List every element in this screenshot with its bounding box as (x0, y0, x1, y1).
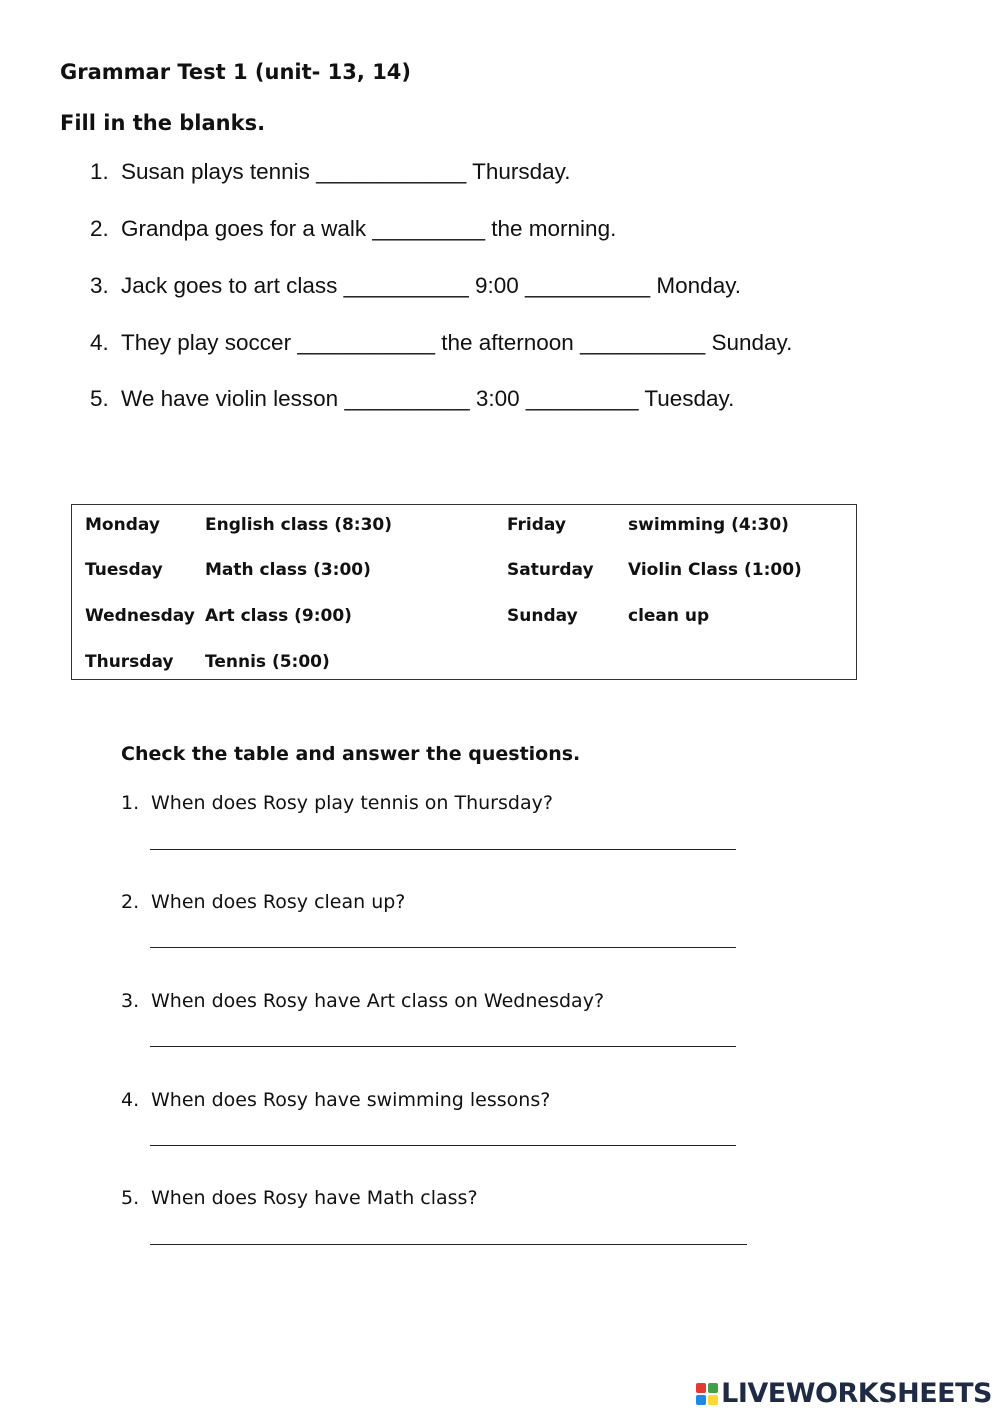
question-number: 2. (121, 891, 140, 913)
item-number: 2. (90, 216, 109, 241)
item-number: 5. (90, 386, 109, 411)
schedule-activity: Math class (3:00) (205, 560, 371, 580)
question-number: 5. (121, 1187, 140, 1209)
liveworksheets-logo (696, 1378, 992, 1409)
item-number: 4. (90, 330, 109, 355)
question-number: 4. (121, 1089, 140, 1111)
questions-instruction: Check the table and answer the questions. (121, 743, 581, 765)
schedule-table (71, 504, 857, 680)
logo-mark-square (696, 1383, 706, 1393)
answer-line-5[interactable] (150, 1244, 747, 1245)
item-text: Grandpa goes for a walk _________ the morning. (121, 216, 617, 241)
answer-line-4[interactable] (150, 1145, 736, 1146)
answer-line-2[interactable] (150, 947, 736, 948)
fill-in-instruction: Fill in the blanks. (60, 111, 266, 135)
question-4 (121, 1089, 550, 1111)
schedule-day: Thursday (85, 652, 174, 672)
item-number: 1. (90, 159, 109, 184)
schedule-day: Monday (85, 515, 160, 535)
question-text: When does Rosy clean up? (151, 891, 406, 913)
schedule-day: Wednesday (85, 606, 195, 626)
answer-line-3[interactable] (150, 1046, 736, 1047)
question-text: When does Rosy play tennis on Thursday? (151, 792, 553, 814)
question-1 (121, 792, 553, 814)
item-number: 3. (90, 273, 109, 298)
fill-in-item-2 (90, 216, 616, 242)
question-3 (121, 990, 604, 1012)
logo-mark-square (708, 1395, 718, 1405)
schedule-activity: clean up (628, 606, 710, 626)
schedule-day: Friday (507, 515, 566, 535)
schedule-day: Sunday (507, 606, 578, 626)
schedule-activity: Violin Class (1:00) (628, 560, 802, 580)
schedule-activity: English class (8:30) (205, 515, 393, 535)
schedule-activity: swimming (4:30) (628, 515, 789, 535)
item-text: We have violin lesson __________ 3:00 _________ Tuesday. (121, 386, 735, 411)
question-5 (121, 1187, 478, 1209)
schedule-day: Tuesday (85, 560, 163, 580)
schedule-activity: Art class (9:00) (205, 606, 352, 626)
item-text: Susan plays tennis ____________ Thursday. (121, 159, 571, 184)
item-text: They play soccer ___________ the afternoon __________ Sunday. (121, 330, 793, 355)
schedule-day: Saturday (507, 560, 594, 580)
logo-mark-square (708, 1383, 718, 1393)
item-text: Jack goes to art class __________ 9:00 __________ Monday. (121, 273, 742, 298)
schedule-activity: Tennis (5:00) (205, 652, 330, 672)
question-number: 1. (121, 792, 140, 814)
logo-mark-square (696, 1395, 706, 1405)
page-title: Grammar Test 1 (unit- 13, 14) (60, 60, 412, 84)
fill-in-item-1 (90, 159, 571, 185)
question-text: When does Rosy have swimming lessons? (151, 1089, 551, 1111)
fill-in-item-5 (90, 386, 734, 412)
answer-line-1[interactable] (150, 849, 736, 850)
logo-mark-icon (696, 1383, 718, 1405)
question-number: 3. (121, 990, 140, 1012)
fill-in-item-4 (90, 330, 792, 356)
question-text: When does Rosy have Art class on Wednesday? (151, 990, 605, 1012)
fill-in-item-3 (90, 273, 741, 299)
question-text: When does Rosy have Math class? (151, 1187, 478, 1209)
question-2 (121, 891, 405, 913)
logo-text: LIVEWORKSHEETS (721, 1378, 992, 1409)
